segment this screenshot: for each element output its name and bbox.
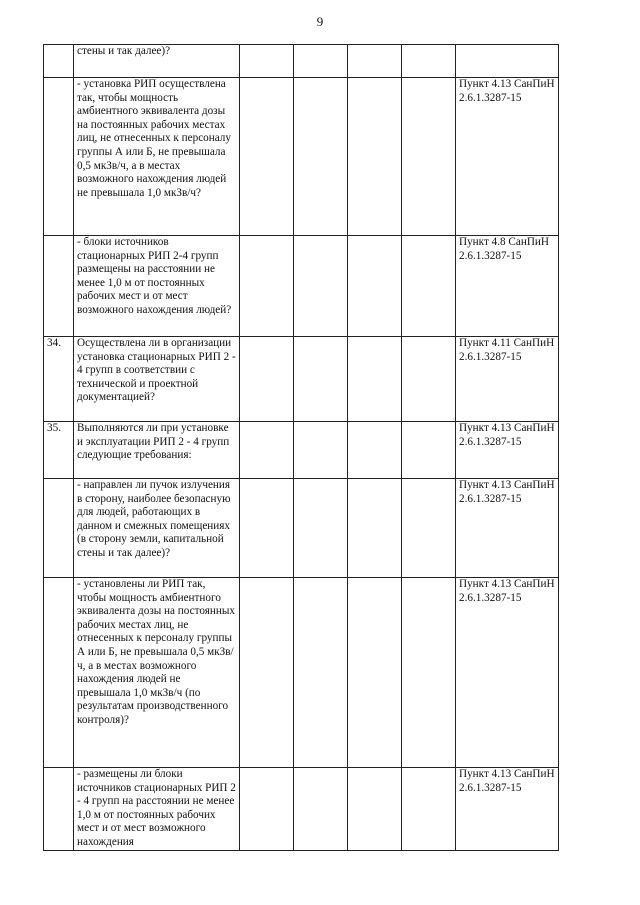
empty-cell	[294, 422, 348, 479]
page-number: 9	[316, 14, 324, 29]
empty-cell	[240, 236, 294, 337]
table-row	[44, 578, 559, 768]
row-number	[44, 768, 74, 851]
empty-cell	[402, 479, 456, 578]
question-cell: - направлен ли пучок излучения в сторону, наиболее безопасную для людей, работающих в данном и смежных помещениях (в сторону земли, капитальной стены и так далее)?	[74, 479, 240, 578]
checklist-table	[43, 44, 559, 851]
reference-cell: Пункт 4.13 СанПиН 2.6.1.3287-15	[456, 422, 559, 479]
empty-cell	[240, 768, 294, 851]
empty-cell	[402, 768, 456, 851]
reference-cell	[456, 45, 559, 78]
empty-cell	[240, 479, 294, 578]
empty-cell	[294, 337, 348, 422]
reference-cell: Пункт 4.8 СанПиН 2.6.1.3287-15	[456, 236, 559, 337]
empty-cell	[402, 422, 456, 479]
table-row	[44, 479, 559, 578]
reference-cell: Пункт 4.13 СанПиН 2.6.1.3287-15	[456, 578, 559, 768]
table-row	[44, 768, 559, 851]
empty-cell	[240, 422, 294, 479]
reference-cell: Пункт 4.13 СанПиН 2.6.1.3287-15	[456, 768, 559, 851]
empty-cell	[402, 78, 456, 236]
question-cell: - установлены ли РИП так, чтобы мощность амбиентного эквивалента дозы на постоянных рабочих местах лиц, не отнесенных к персоналу группы А или Б, не превышала 0,5 мкЗв/ч, а в местах возможного нахождения людей не превышала 1,0 мкЗв/ч (по результатам производственного контроля)?	[74, 578, 240, 768]
empty-cell	[294, 578, 348, 768]
table-row	[44, 45, 559, 78]
row-number: 35.	[44, 422, 74, 479]
reference-cell: Пункт 4.11 СанПиН 2.6.1.3287-15	[456, 337, 559, 422]
row-number	[44, 78, 74, 236]
empty-cell	[402, 337, 456, 422]
empty-cell	[348, 479, 402, 578]
reference-cell: Пункт 4.13 СанПиН 2.6.1.3287-15	[456, 78, 559, 236]
reference-cell: Пункт 4.13 СанПиН 2.6.1.3287-15	[456, 479, 559, 578]
empty-cell	[294, 768, 348, 851]
question-cell: Осуществлена ли в организации установка стационарных РИП 2 - 4 групп в соответствии с технической и проектной документацией?	[74, 337, 240, 422]
empty-cell	[348, 236, 402, 337]
question-cell: Выполняются ли при установке и эксплуатации РИП 2 - 4 групп следующие требования:	[74, 422, 240, 479]
empty-cell	[240, 78, 294, 236]
empty-cell	[402, 578, 456, 768]
question-cell: - блоки источников стационарных РИП 2-4 групп размещены на расстоянии не менее 1,0 м от постоянных рабочих мест и от мест возможного нахождения людей?	[74, 236, 240, 337]
empty-cell	[348, 337, 402, 422]
empty-cell	[348, 45, 402, 78]
empty-cell	[240, 578, 294, 768]
table-row	[44, 422, 559, 479]
empty-cell	[294, 479, 348, 578]
row-number: 34.	[44, 337, 74, 422]
empty-cell	[348, 422, 402, 479]
empty-cell	[348, 78, 402, 236]
empty-cell	[402, 236, 456, 337]
empty-cell	[348, 768, 402, 851]
table-row	[44, 337, 559, 422]
empty-cell	[240, 45, 294, 78]
empty-cell	[294, 236, 348, 337]
empty-cell	[402, 45, 456, 78]
question-cell: - размещены ли блоки источников стационарных РИП 2 - 4 групп на расстоянии не менее 1,0 м от постоянных рабочих мест и от мест возможного нахождения	[74, 768, 240, 851]
table-row	[44, 78, 559, 236]
row-number	[44, 479, 74, 578]
question-cell: - установка РИП осуществлена так, чтобы мощность амбиентного эквивалента дозы на постоянных рабочих местах лиц, не отнесенных к персоналу группы А или Б, не превышала 0,5 мкЗв/ч, а в местах возможного нахождения людей не превышала 1,0 мкЗв/ч?	[74, 78, 240, 236]
row-number	[44, 45, 74, 78]
row-number	[44, 578, 74, 768]
empty-cell	[240, 337, 294, 422]
empty-cell	[294, 45, 348, 78]
empty-cell	[294, 78, 348, 236]
empty-cell	[348, 578, 402, 768]
question-cell: стены и так далее)?	[74, 45, 240, 78]
table-row	[44, 236, 559, 337]
row-number	[44, 236, 74, 337]
